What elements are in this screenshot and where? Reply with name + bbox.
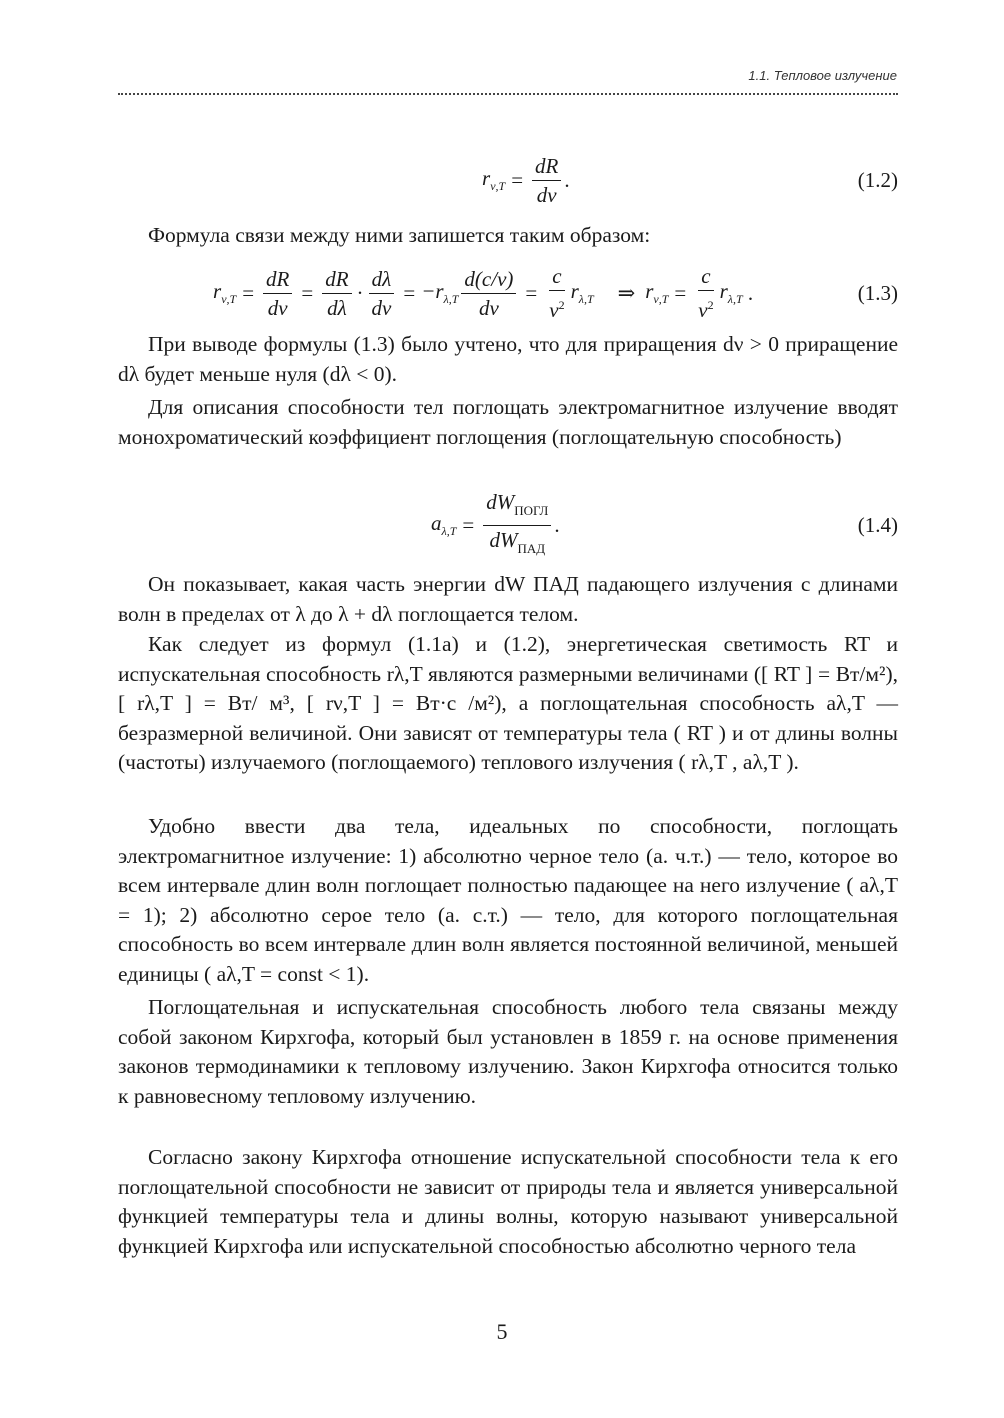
paragraph-text: Формула связи между ними запишется таким образом:	[148, 223, 651, 247]
paragraph-text: Он показывает, какая часть энергии dW ПАД падающего излучения с длинами волн в пределах от λ до λ + dλ поглощается телом.	[118, 572, 898, 626]
equation-1-4-formula: $a_{\lambda,T}$ = $\frac{dW_{ПОГЛ}}{dW_{ПАД}}$ .	[431, 489, 560, 556]
paragraph-text: Удобно ввести два тела, идеальных по способности, поглощать электромагнитное излучение: 1) абсолютно черное тело (а. ч.т.) — тело, которое во всем интервале длин волн поглощает полностью падающее на него излучение ( aλ,T = 1); 2) абсолютно серое тело (а. с.т.) — тело, для которого поглощательная способность во всем интервале длин волн является постоянной величиной, меньшей единицы ( aλ,T = const < 1).	[118, 814, 898, 986]
paragraph-text: Для описания способности тел поглощать электромагнитное излучение вводят монохроматический коэффициент поглощения (поглощательную способность)	[118, 395, 898, 449]
paragraph-5	[118, 630, 898, 778]
paragraph-3	[118, 393, 898, 452]
equation-1-2	[118, 145, 898, 215]
paragraph-4	[118, 570, 898, 629]
running-header: 1.1. Тепловое излучение	[748, 68, 897, 83]
equation-1-4	[118, 490, 898, 560]
paragraph-text: Как следует из формул (1.1а) и (1.2), энергетическая светимость RT и испускательная способность rλ,T являются размерными величинами ([ RT ] = Вт/м²), [ rλ,T ] = Вт/ м³, [ rν,T ] = Вт·с /м²), а поглощательная способность aλ,T — безразмерной величиной. Они зависят от температуры тела ( RT ) и от длины волны (частоты) излучаемого (поглощаемого) теплового излучения ( rλ,T , aλ,T ).	[118, 632, 898, 774]
paragraph-text: Согласно закону Кирхгофа отношение испускательной способности тела к его поглощательной способности не зависит от природы тела и является универсальной функцией температуры тела и длины волны, которую называют универсальной функцией Кирхгофа или испускательной способностью абсолютно черного тела	[118, 1145, 898, 1258]
header-divider	[118, 93, 898, 95]
equation-number: (1.2)	[857, 167, 898, 192]
equation-1-3-formula: $r_{\nu,T}$ = $\frac{dR}{d\nu}$ = $\frac{dR}{d\lambda}$ · $\frac{d\lambda}{d\nu}$ = $-r_{\lambda,T}$ $\frac{d(c/\nu)}{d\nu}$ = $\frac{c}{\nu^2}$ $r_{\lambda,T}$ ⇒ $r_{\nu,T}$ = $\frac{c}{\nu^2}$ $r_{\lambda,T}$ .	[213, 264, 754, 322]
equation-number: (1.4)	[857, 512, 898, 537]
paragraph-8	[118, 1143, 898, 1261]
paragraph-text: При выводе формулы (1.3) было учтено, что для приращения dν > 0 приращение dλ будет меньше нуля (dλ < 0).	[118, 332, 898, 386]
page-number: 5	[496, 1319, 508, 1344]
paragraph-6	[118, 812, 898, 989]
paragraph-text: Поглощательная и испускательная способность любого тела связаны между собой законом Кирхгофа, который был установлен в 1859 г. на основе применения законов термодинамики к тепловому излучению. Закон Кирхгофа относится только к равновесному тепловому излучению.	[118, 995, 898, 1108]
equation-1-3	[118, 258, 898, 328]
paragraph-1	[118, 221, 898, 251]
paragraph-2	[118, 330, 898, 389]
equation-number: (1.3)	[857, 280, 898, 305]
paragraph-7	[118, 993, 898, 1111]
equation-1-2-formula: $r_{\nu,T}$ = $\frac{dR}{d\nu}$ .	[482, 153, 570, 207]
